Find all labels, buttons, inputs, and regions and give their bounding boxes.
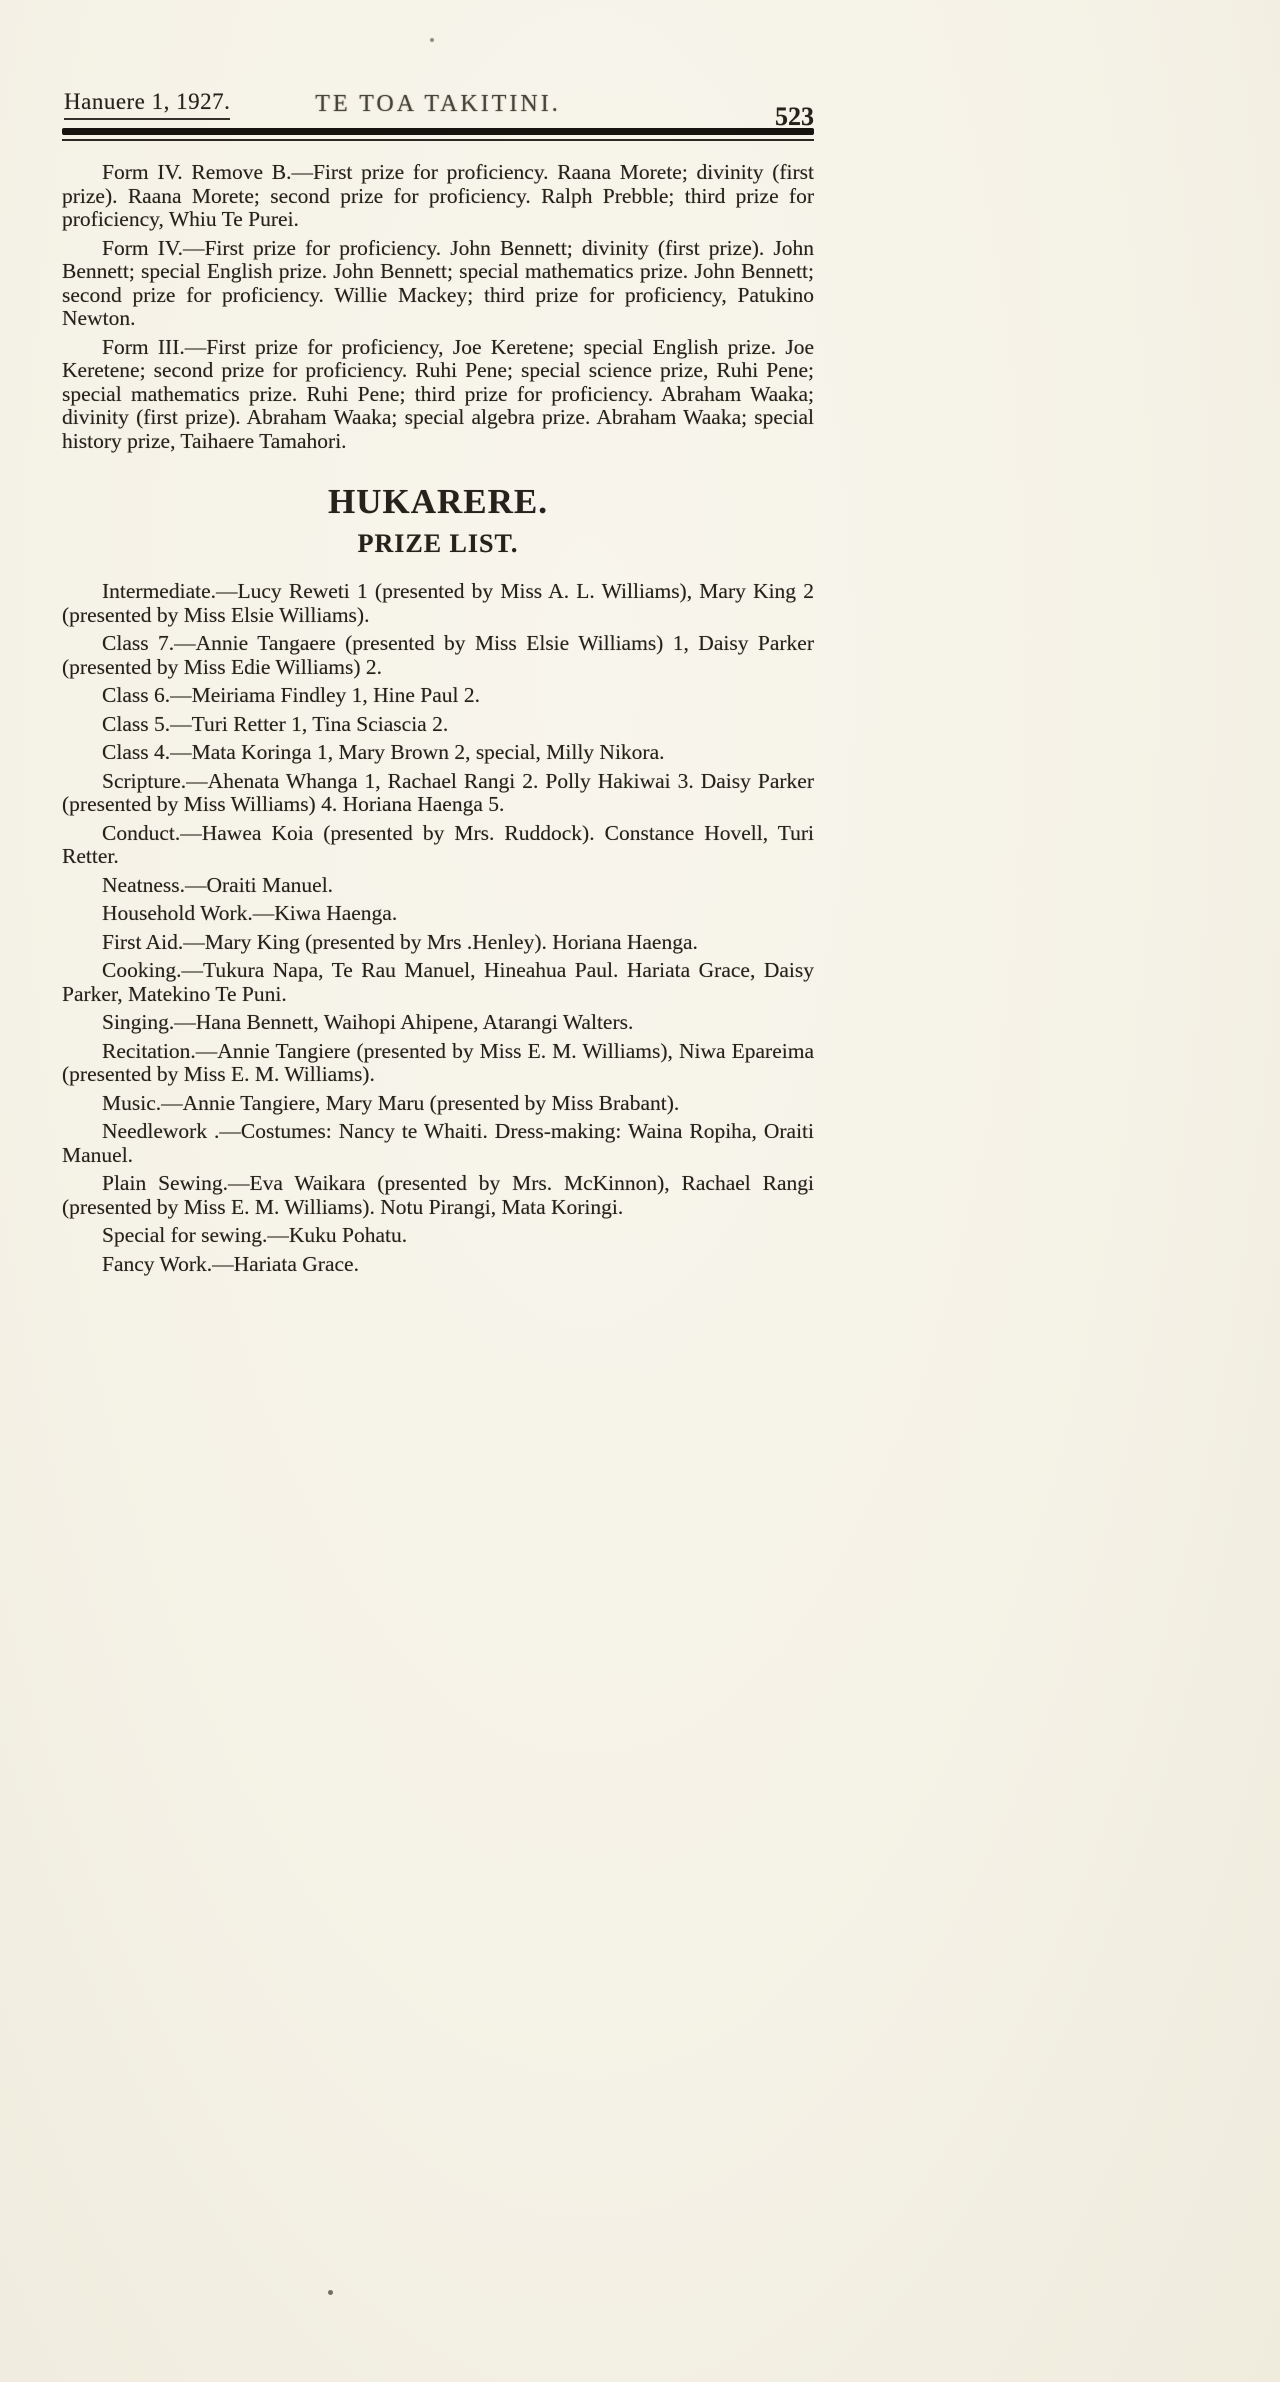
prize-item-intermediate: Intermediate.—Lucy Reweti 1 (presented by Miss A. L. Williams), Mary King 2 (presented by Miss Elsie Williams). — [62, 579, 814, 627]
article-column — [62, 161, 814, 1276]
prize-item-household-work: Household Work.—Kiwa Haenga. — [102, 901, 398, 926]
paragraph-form-iv-remove-b: Form IV. Remove B.—First prize for proficiency. Raana Morete; divinity (first prize). Raana Morete; second prize for proficiency. Ralph Prebble; third prize for proficiency, Whiu Te Purei. — [62, 160, 814, 231]
masthead-rule-heavy — [62, 128, 814, 135]
prize-item-singing: Singing.—Hana Bennett, Waihopi Ahipene, Atarangi Walters. — [102, 1010, 634, 1035]
ink-speck — [430, 38, 434, 42]
prize-item-class-5: Class 5.—Turi Retter 1, Tina Sciascia 2. — [102, 711, 449, 736]
prize-item-scripture: Scripture.—Ahenata Whanga 1, Rachael Rangi 2. Polly Hakiwai 3. Daisy Parker (presented by Miss Williams) 4. Horiana Haenga 5. — [62, 768, 814, 817]
prize-item-music: Music.—Annie Tangiere, Mary Maru (presented by Miss Brabant). — [102, 1090, 680, 1115]
page-number: 523 — [775, 102, 814, 131]
masthead-rule-thin — [62, 139, 814, 141]
publication-title: TE TOA TAKITINI. — [315, 91, 561, 117]
issue-date: Hanuere 1, 1927. — [64, 89, 230, 120]
prize-item-special-sewing: Special for sewing.—Kuku Pohatu. — [102, 1223, 408, 1248]
masthead — [62, 0, 814, 131]
prize-item-needlework: Needlework .—Costumes: Nancy te Whaiti. Dress-making: Waina Ropiha, Oraiti Manuel. — [62, 1119, 814, 1167]
prize-item-fancy-work: Fancy Work.—Hariata Grace. — [102, 1251, 359, 1276]
prize-item-cooking: Cooking.—Tukura Napa, Te Rau Manuel, Hineahua Paul. Hariata Grace, Daisy Parker, Matekino Te Puni. — [62, 958, 814, 1006]
prize-item-plain-sewing: Plain Sewing.—Eva Waikara (presented by Mrs. McKinnon), Rachael Rangi (presented by Miss E. M. Williams). Notu Pirangi, Mata Koringi. — [62, 1171, 814, 1219]
prize-item-first-aid: First Aid.—Mary King (presented by Mrs .Henley). Horiana Haenga. — [102, 929, 698, 954]
prize-item-neatness: Neatness.—Oraiti Manuel. — [102, 872, 334, 897]
ink-speck — [328, 2290, 333, 2295]
prize-item-recitation: Recitation.—Annie Tangiere (presented by Miss E. M. Williams), Niwa Epareima (presented by Miss E. M. Williams). — [62, 1038, 814, 1087]
prize-item-class-6: Class 6.—Meiriama Findley 1, Hine Paul 2. — [102, 683, 481, 708]
prize-item-class-7: Class 7.—Annie Tangaere (presented by Miss Elsie Williams) 1, Daisy Parker (presented by Miss Edie Williams) 2. — [62, 631, 814, 679]
paragraph-form-iii: Form III.—First prize for proficiency, Joe Keretene; special English prize. Joe Keretene; second prize for proficiency. Ruhi Pene; special science prize, Ruhi Pene; special mathematics prize. Ruhi Pene; third prize for proficiency. Abraham Waaka; divinity (first prize). Abraham Waaka; special algebra prize. Abraham Waaka; special history prize, Taihaere Tamahori. — [62, 334, 814, 453]
section-heading-hukarere: HUKARERE. — [328, 482, 548, 521]
prize-item-class-4: Class 4.—Mata Koringa 1, Mary Brown 2, special, Milly Nikora. — [102, 740, 665, 765]
paragraph-form-iv: Form IV.—First prize for proficiency. John Bennett; divinity (first prize). John Bennett; special English prize. John Bennett; special mathematics prize. John Bennett; second prize for proficiency. Willie Mackey; third prize for proficiency, Patukino Newton. — [62, 235, 814, 330]
section-subheading-prize-list: PRIZE LIST. — [357, 528, 519, 558]
prize-item-conduct: Conduct.—Hawea Koia (presented by Mrs. Ruddock). Constance Hovell, Turi Retter. — [62, 820, 814, 869]
printed-area — [62, 0, 814, 1276]
